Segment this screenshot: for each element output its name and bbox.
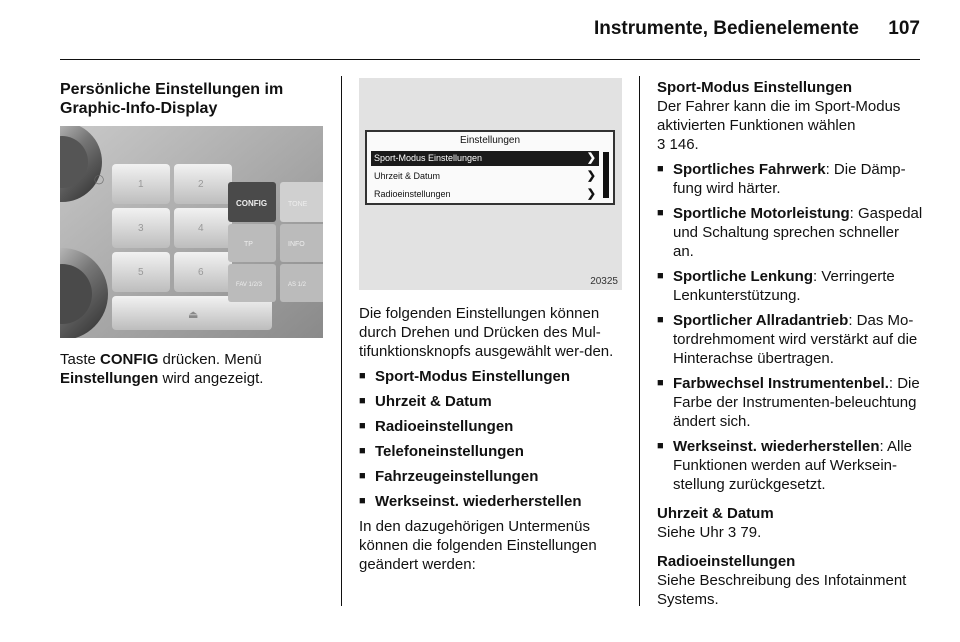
config-button-photo <box>60 126 323 338</box>
sport-ref: 3 146. <box>657 136 699 153</box>
page-header-title: Instrumente, Bedienelemente <box>593 18 859 39</box>
svg-text:1: 1 <box>138 179 144 190</box>
svg-text:FAV 1/2/3: FAV 1/2/3 <box>236 282 262 288</box>
svg-text:TP: TP <box>244 241 253 248</box>
column-2-text <box>359 304 624 580</box>
svg-text:5: 5 <box>138 267 144 278</box>
uhr-heading: Uhrzeit & Datum <box>657 505 774 522</box>
list-item: ■ Sportliches Fahrwerk: Die Dämp-fung wird härter. <box>657 160 923 198</box>
chevron-right-icon: ❯ <box>586 170 596 182</box>
outro-text: In den dazugehörigen Untermenüs können die folgenden Einstellungen geändert werden: <box>359 518 597 573</box>
column-3 <box>657 78 923 615</box>
settings-list <box>359 367 624 511</box>
section-heading: Persönliche Einstellungen im Graphic-Info-Display <box>60 81 284 117</box>
list-item: ■ Radioeinstellungen <box>359 417 624 436</box>
chevron-right-icon: ❯ <box>586 152 596 164</box>
column-1 <box>60 80 325 118</box>
svg-text:2: 2 <box>198 179 204 190</box>
page-number: 107 <box>888 18 920 39</box>
column-divider-1 <box>341 76 342 606</box>
svg-text:6: 6 <box>198 267 204 278</box>
list-item: ■ Sportlicher Allradantrieb: Das Mo-tordrehmoment wird verstärkt auf die Hinterachse übertragen. <box>657 311 923 368</box>
einstellungen-term: Einstellungen <box>60 370 159 387</box>
display-menu-item: Radioeinstellungen ❯ <box>374 188 596 200</box>
list-item: ■ Sport-Modus Einstellungen <box>359 367 624 386</box>
header-rule <box>60 59 920 60</box>
intro-text: Die folgenden Einstellungen können durch Drehen und Drücken des Mul-tifunktionsknopfs ausgewählt wer-den. <box>359 305 614 360</box>
column-divider-2 <box>639 76 640 606</box>
config-term: CONFIG <box>100 351 159 368</box>
list-item: ■ Farbwechsel Instrumentenbel.: Die Farbe der Instrumenten-beleuchtung ändert sich. <box>657 374 923 431</box>
radio-heading: Radioeinstellungen <box>657 553 796 570</box>
display-menu-item: Sport-Modus Einstellungen ❯ <box>371 151 599 166</box>
display-screenshot <box>359 78 622 290</box>
svg-text:4: 4 <box>198 223 204 234</box>
image-code: 20325 <box>590 276 618 287</box>
sport-heading: Sport-Modus Einstellungen <box>657 79 852 96</box>
sport-text: Der Fahrer kann die im Sport-Modus aktivierten Funktionen wählen <box>657 98 901 134</box>
list-item: ■ Werkseinst. wiederherstellen: Alle Funktionen werden auf Werksein-stellung zurückgesetzt. <box>657 437 923 494</box>
svg-text:AS 1/2: AS 1/2 <box>288 282 307 288</box>
uhr-text: Siehe Uhr 3 79. <box>657 524 762 541</box>
list-item: ■ Werkseinst. wiederherstellen <box>359 492 624 511</box>
graphic-info-display <box>365 130 615 205</box>
list-item: ■ Telefoneinstellungen <box>359 442 624 461</box>
svg-text:◯: ◯ <box>94 174 105 184</box>
radio-text: Siehe Beschreibung des Infotainment Systems. <box>657 572 907 608</box>
svg-text:⏏: ⏏ <box>188 309 199 321</box>
svg-text:INFO: INFO <box>288 241 305 248</box>
list-item: ■ Sportliche Lenkung: Verringerte Lenkunterstützung. <box>657 267 923 305</box>
display-scrollbar <box>603 152 609 198</box>
list-item: ■ Sportliche Motorleistung: Gaspedal und Schaltung sprechen schneller an. <box>657 204 923 261</box>
display-title: Einstellungen <box>459 135 521 146</box>
svg-text:TONE: TONE <box>288 201 308 208</box>
list-item: ■ Uhrzeit & Datum <box>359 392 624 411</box>
display-menu-item: Uhrzeit & Datum ❯ <box>374 170 596 182</box>
chevron-right-icon: ❯ <box>586 188 596 200</box>
svg-text:3: 3 <box>138 223 144 234</box>
svg-text:CONFIG: CONFIG <box>236 199 268 208</box>
list-item: ■ Fahrzeugeinstellungen <box>359 467 624 486</box>
config-instruction: Taste CONFIG drücken. Menü Einstellungen wird angezeigt. <box>60 351 264 387</box>
sport-options-list <box>657 160 923 494</box>
